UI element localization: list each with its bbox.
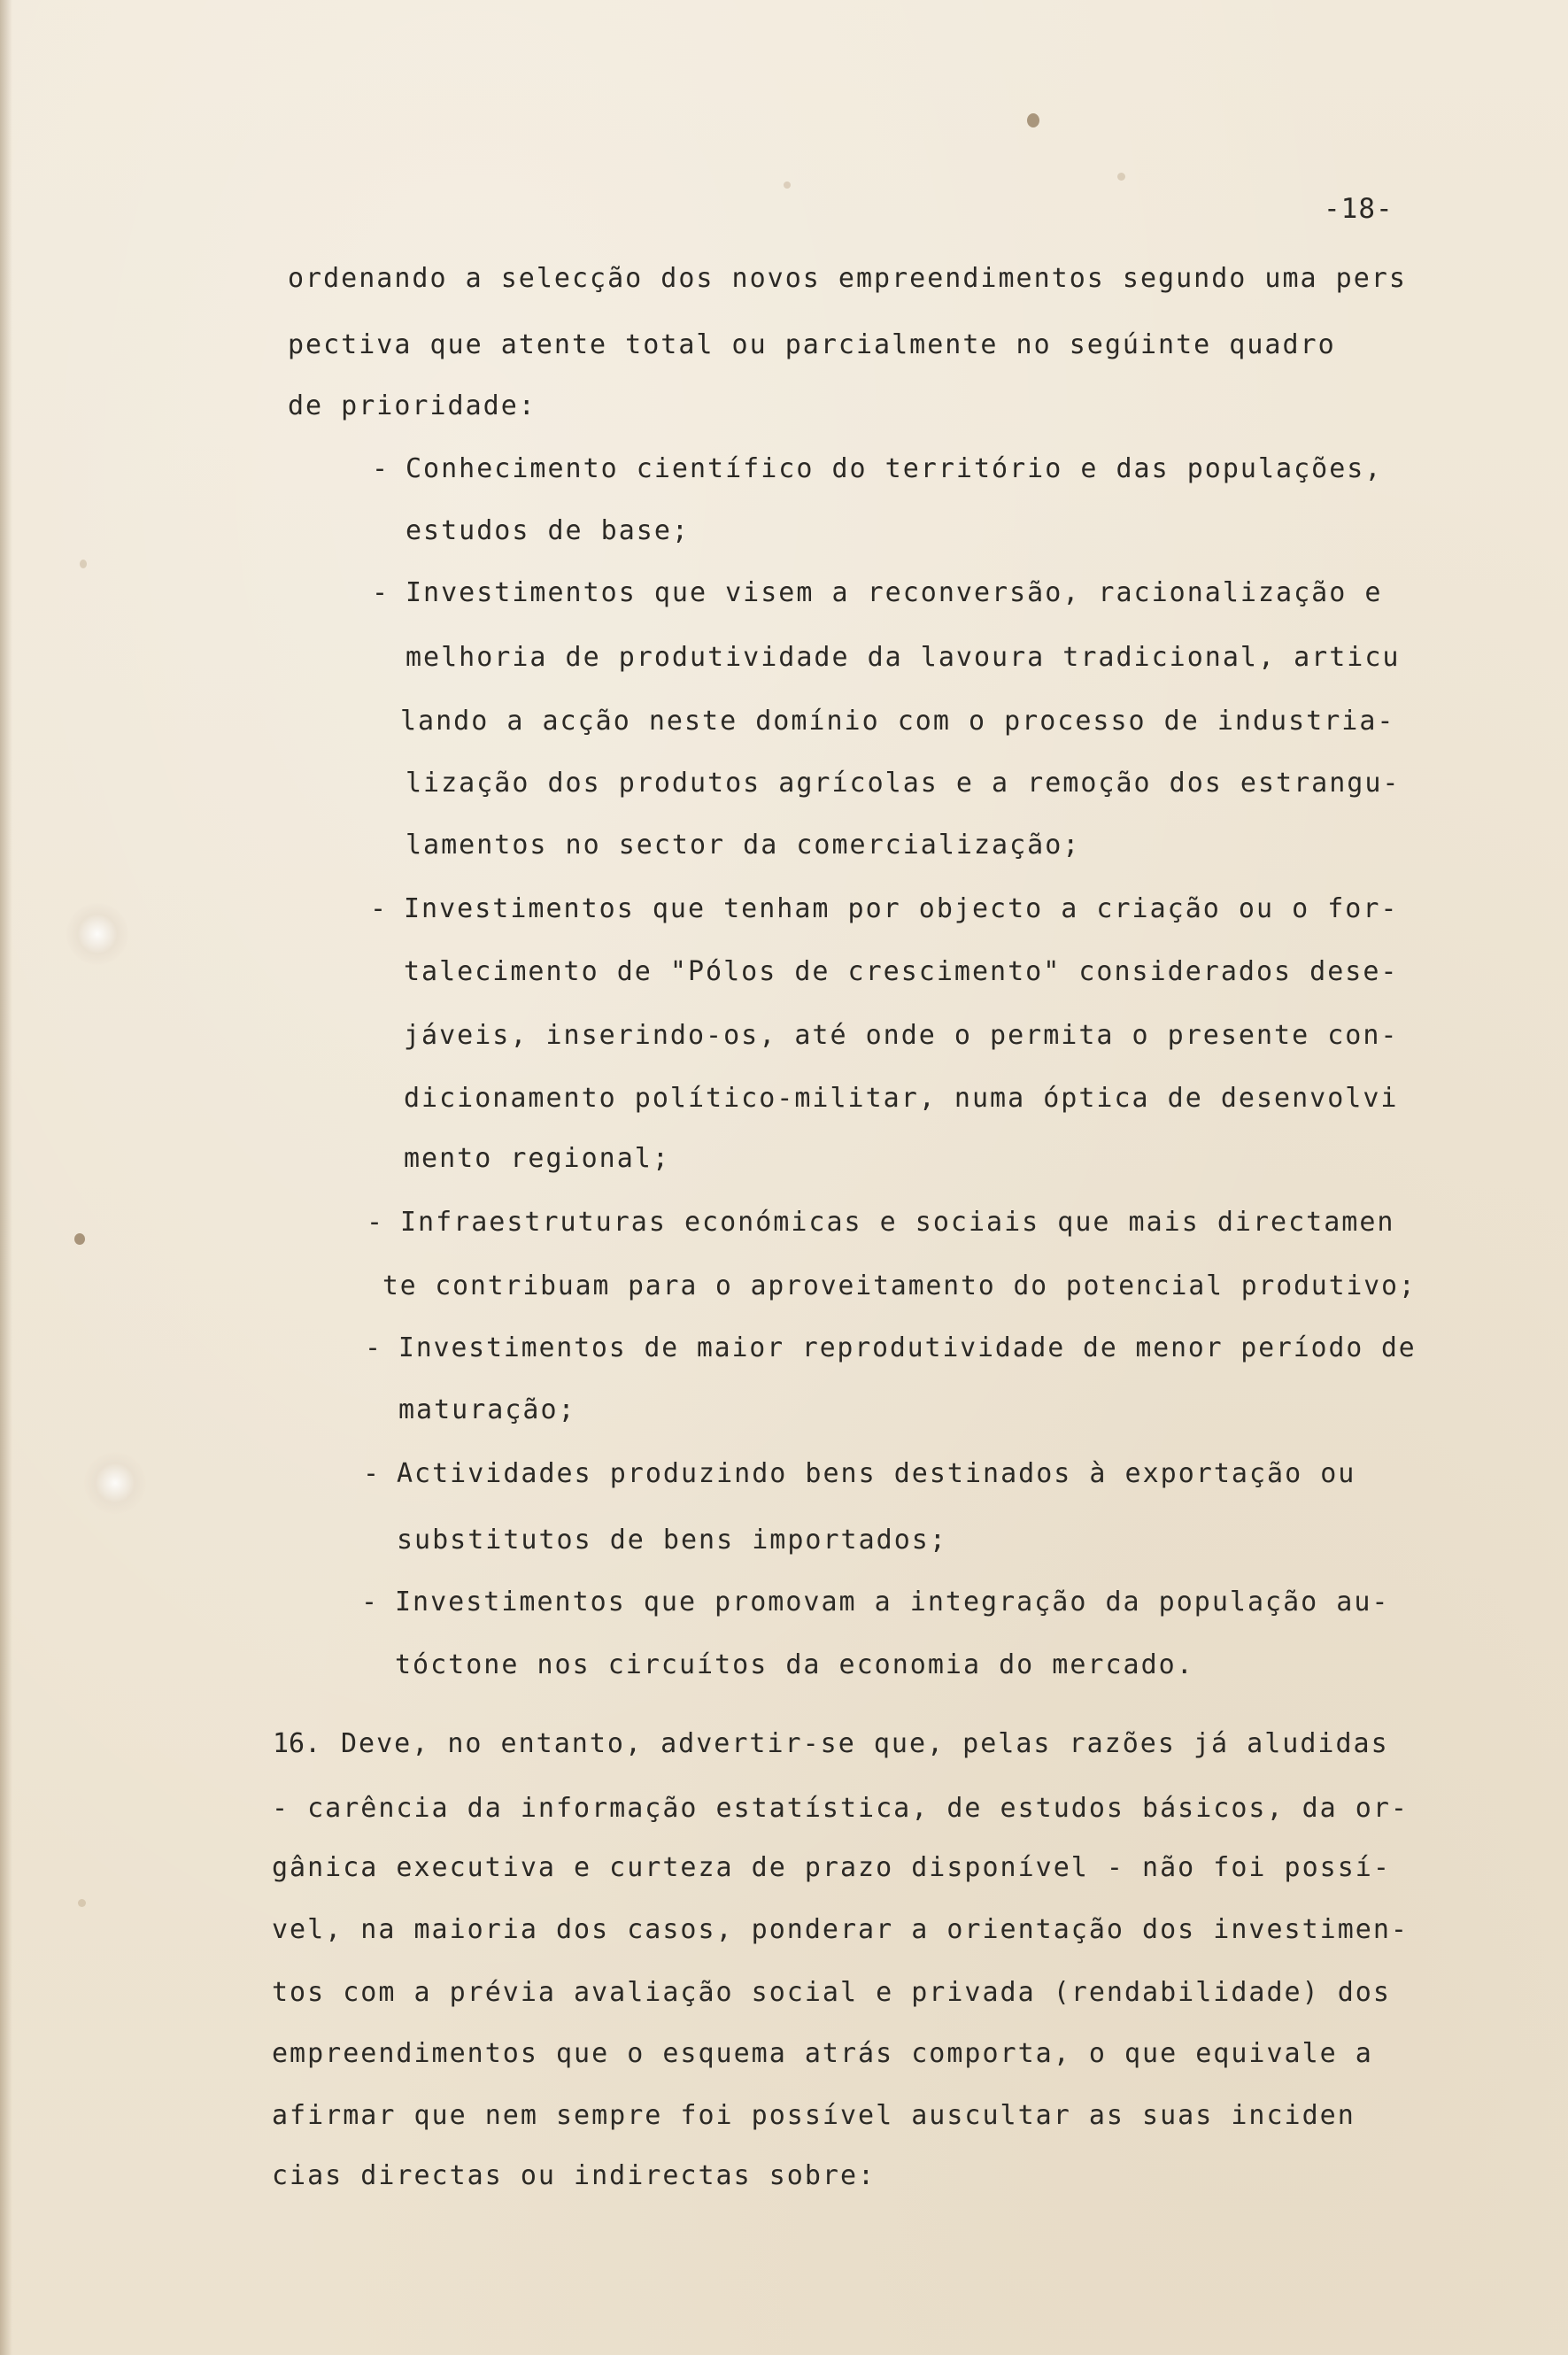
bullet-dash: - [363, 1458, 380, 1489]
paper-stain [1117, 173, 1125, 181]
paragraph-line: afirmar que nem sempre foi possível auscultar as suas inciden [272, 2100, 1356, 2131]
paper-stain [78, 1899, 86, 1907]
bullet-line: dicionamento político-militar, numa óptica de desenvolvi [404, 1083, 1399, 1114]
bullet-line: mento regional; [404, 1143, 670, 1174]
paper-blemish [66, 903, 128, 965]
bullet-line: talecimento de "Pólos de crescimento" considerados dese- [404, 956, 1399, 987]
bullet-line: jáveis, inserindo-os, até onde o permita o presente con- [404, 1020, 1399, 1051]
bullet-dash: - [367, 1207, 383, 1238]
bullet-line: maturação; [398, 1394, 576, 1425]
intro-line: de prioridade: [288, 390, 537, 421]
intro-line: pectiva que atente total ou parcialmente no segúinte quadro [288, 329, 1336, 360]
page-number: -18- [1324, 193, 1394, 225]
paper-stain [74, 1233, 85, 1245]
paper-stain [1027, 113, 1039, 127]
bullet-line: Investimentos que visem a reconversão, racionalização e [406, 577, 1383, 608]
paragraph-line: Deve, no entanto, advertir-se que, pelas razões já aludidas [341, 1728, 1389, 1759]
bullet-line: te contribuam para o aproveitamento do potencial produtivo; [382, 1270, 1417, 1301]
paragraph-line: gânica executiva e curteza de prazo disponível - não foi possí- [272, 1852, 1391, 1883]
bullet-line: substitutos de bens importados; [397, 1525, 947, 1556]
paper-stain [784, 181, 791, 189]
paragraph-number: 16. [273, 1728, 321, 1759]
bullet-dash: - [361, 1587, 378, 1618]
bullet-line: Investimentos que promovam a integração da população au- [395, 1587, 1390, 1618]
paragraph-line: vel, na maioria dos casos, ponderar a orientação dos investimen- [272, 1914, 1409, 1945]
bullet-line: Conhecimento científico do território e das populações, [406, 453, 1383, 484]
bullet-line: estudos de base; [406, 515, 690, 546]
bullet-line: lando a acção neste domínio com o processo de industria- [400, 706, 1395, 737]
intro-line: ordenando a selecção dos novos empreendimentos segundo uma pers [288, 263, 1407, 294]
paper-blemish [84, 1452, 146, 1514]
bullet-line: tóctone nos circuítos da economia do mercado. [395, 1649, 1194, 1680]
bullet-dash: - [372, 577, 389, 608]
bullet-line: melhoria de produtividade da lavoura tradicional, articu [406, 642, 1401, 673]
bullet-dash: - [370, 893, 387, 924]
bullet-line: Infraestruturas económicas e sociais que mais directamen [400, 1207, 1395, 1238]
paper-stain [80, 560, 87, 568]
bullet-line: lização dos produtos agrícolas e a remoção dos estrangu- [406, 768, 1401, 799]
paragraph-line: cias directas ou indirectas sobre: [272, 2160, 877, 2191]
bullet-line: lamentos no sector da comercialização; [406, 830, 1081, 861]
paragraph-line: tos com a prévia avaliação social e privada (rendabilidade) dos [272, 1977, 1391, 2008]
bullet-dash: - [365, 1332, 382, 1363]
page-edge-shadow [0, 0, 12, 2355]
bullet-dash: - [372, 453, 389, 484]
paragraph-line: empreendimentos que o esquema atrás comporta, o que equivale a [272, 2038, 1373, 2069]
paragraph-line: - carência da informação estatística, de estudos básicos, da or- [272, 1793, 1409, 1824]
bullet-line: Investimentos de maior reprodutividade de menor período de [398, 1332, 1417, 1363]
bullet-line: Actividades produzindo bens destinados à exportação ou [397, 1458, 1356, 1489]
bullet-line: Investimentos que tenham por objecto a criação ou o for- [404, 893, 1399, 924]
